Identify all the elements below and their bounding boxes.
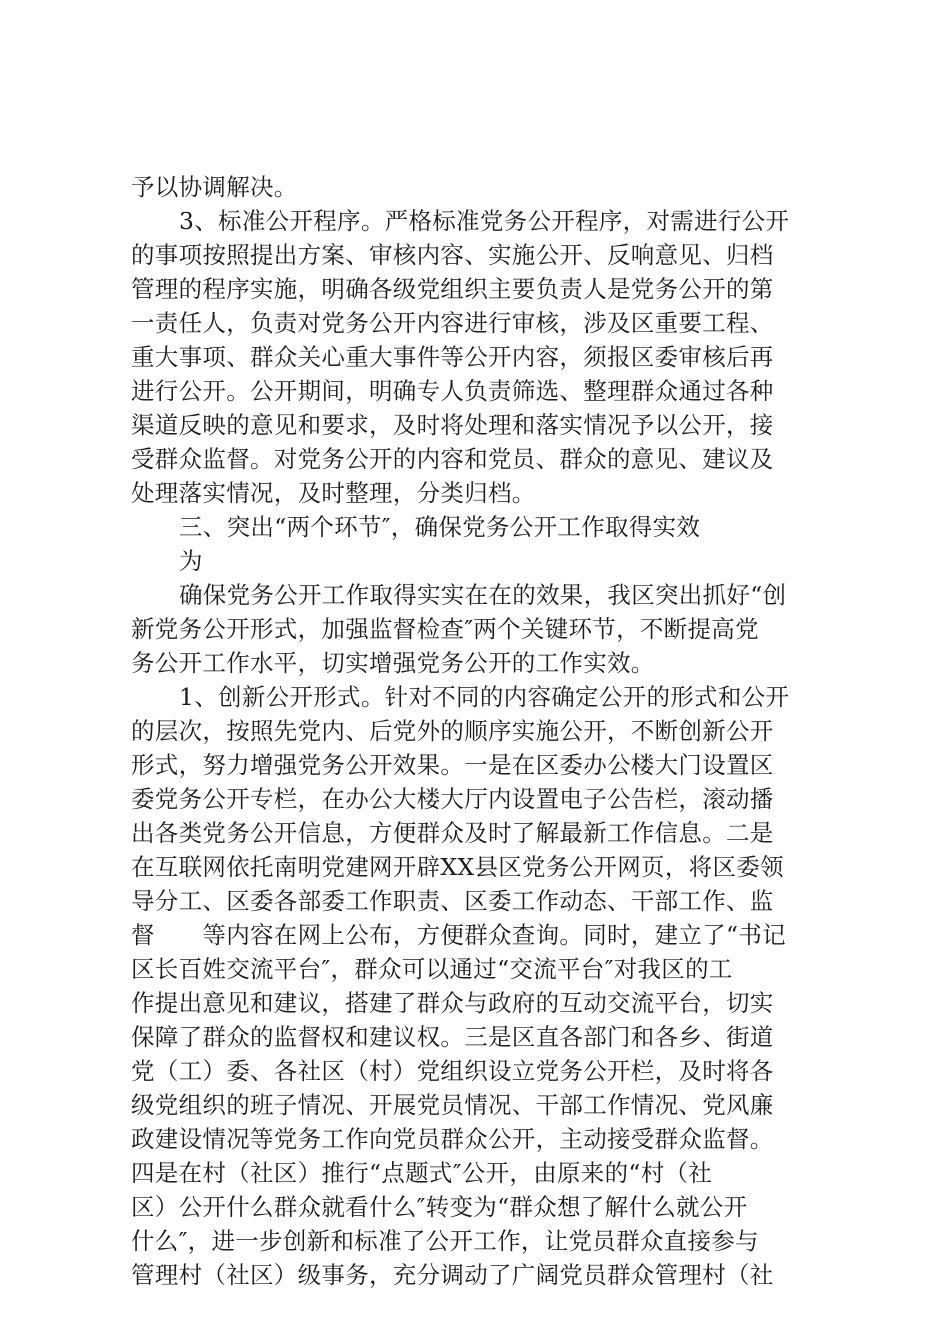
paragraph-line: 导分工、区委各部委工作职责、区委工作动态、干部工作、监 <box>131 887 774 915</box>
section-heading: 三、突出“两个环节″，确保党务公开工作取得实效 <box>179 513 701 541</box>
paragraph-line: 形式，努力增强党务公开效果。一是在区委办公楼大门设置区 <box>131 751 774 779</box>
paragraph-line: 的层次，按照先党内、后党外的顺序实施公开，不断创新公开 <box>131 717 774 745</box>
paragraph-line: 保障了群众的监督权和建议权。三是区直各部门和各乡、街道 <box>131 1023 774 1051</box>
paragraph-line: 一责任人，负责对党务公开内容进行审核，涉及区重要工程、 <box>131 309 774 337</box>
paragraph-line: 新党务公开形式，加强监督检查″两个关键环节，不断提高党 <box>131 615 759 643</box>
paragraph-line: 政建设情况等党务工作向党员群众公开，主动接受群众监督。 <box>131 1125 774 1153</box>
paragraph-line: 务公开工作水平，切实增强党务公开的工作实效。 <box>131 649 655 677</box>
paragraph-line: 予以协调解决。 <box>131 173 298 201</box>
paragraph-line: 出各类党务公开信息，方便群众及时了解最新工作信息。二是 <box>131 819 774 847</box>
paragraph-line: 1、创新公开形式。针对不同的内容确定公开的形式和公开 <box>179 683 790 711</box>
paragraph-line: 确保党务公开工作取得实实在在的效果，我区突出抓好“创 <box>179 581 787 609</box>
paragraph-line: 党（工）委、各社区（村）党组织设立党务公开栏，及时将各 <box>131 1057 774 1085</box>
paragraph-line: 区）公开什么群众就看什么″转变为“群众想了解什么就公开 <box>131 1193 748 1221</box>
paragraph-line: 委党务公开专栏，在办公大楼大厅内设置电子公告栏，滚动播 <box>131 785 774 813</box>
paragraph-line: 管理村（社区）级事务，充分调动了广阔党员群众管理村（社 <box>131 1261 774 1289</box>
paragraph-line: 处理落实情况，及时整理，分类归档。 <box>131 479 536 507</box>
paragraph-line: 管理的程序实施，明确各级党组织主要负责人是党务公开的第 <box>131 275 774 303</box>
paragraph-line: 重大事项、群众关心重大事件等公开内容，须报区委审核后再 <box>131 343 774 371</box>
paragraph-line: 区长百姓交流平台″，群众可以通过“交流平台″对我区的工 <box>131 955 733 983</box>
paragraph-line: 四是在村（社区）推行“点题式″公开，由原来的“村（社 <box>131 1159 713 1187</box>
paragraph-line: 什么″，进一步创新和标准了公开工作，让党员群众直接参与 <box>131 1227 759 1255</box>
paragraph-line: 督 等内容在网上公布，方便群众查询。同时，建立了“书记 <box>131 921 786 949</box>
paragraph-line: 3、标准公开程序。严格标准党务公开程序，对需进行公开 <box>179 207 790 235</box>
paragraph-line: 受群众监督。对党务公开的内容和党员、群众的意见、建议及 <box>131 445 774 473</box>
paragraph-line: 的事项按照提出方案、审核内容、实施公开、反响意见、归档 <box>131 241 774 269</box>
paragraph-line: 为 <box>179 547 203 575</box>
paragraph-line: 在互联网依托南明党建网开辟XX县区党务公开网页，将区委领 <box>131 853 784 881</box>
paragraph-line: 作提出意见和建议，搭建了群众与政府的互动交流平台，切实 <box>131 989 774 1017</box>
paragraph-line: 级党组织的班子情况、开展党员情况、干部工作情况、党风廉 <box>131 1091 774 1119</box>
paragraph-line: 渠道反映的意见和要求，及时将处理和落实情况予以公开，接 <box>131 411 774 439</box>
paragraph-line: 进行公开。公开期间，明确专人负责筛选、整理群众通过各种 <box>131 377 774 405</box>
